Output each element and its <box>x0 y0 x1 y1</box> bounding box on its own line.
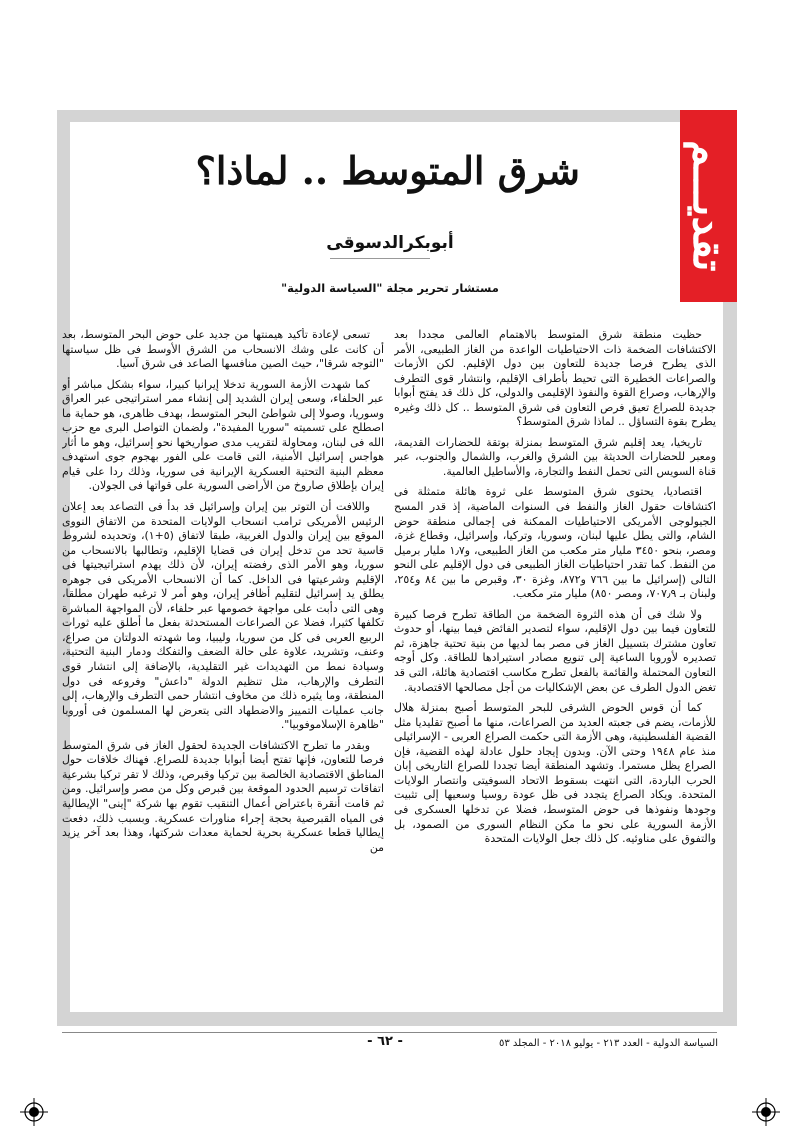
paragraph: واللافت أن التوتر بين إيران وإسرائيل قد بدأ فى التصاعد بعد إعلان الرئيس الأمريكى ترامب انسحاب الولايات المتحدة من الاتفاق النووى الموقع بين إيران والدول الغربية، طبقا لاتفاق (٥+١)، وتحديده لشروط قاسية تحد من تدخل إيران فى قضايا الإقليم، وتطالبها بالانسحاب من سوريا، وهو الأمر الذى رفضته إيران، لأن ذلك يهدم استراتيجيتها فى الإقليم وشرعيتها فى الداخل. كما أن الانسحاب الأمريكى فى جوهره يطلق يد إسرائيل لتقليم أظافر إيران، وهو أمر لا ترغبه طهران مطلقا، وهى التى دأبت على مواجهة خصومها عبر حلفاء، لأن المواجهة المباشرة تكلفها كثيرا، فضلا عن الصراعات المستحدثة بفعل ما أطلق عليه ثورات الربيع العربى فى كل من سوريا، وليبيا، وما شهدته الدولتان من صراع، وعنف، وتشريد، علاوة على حالة الضعف والتفكك ودمار البنية التحتية، وسيادة نمط من التهديدات غير التقليدية، بالإضافة إلى انتشار قوى التطرف والإرهاب، مثل تنظيم الدولة "داعش" وفروعه فى دول المنطقة، وما يثيره ذلك من مخاوف انتشار حمى التطرف والإرهاب، إلى جانب عمليات التمييز والاضطهاد التى يتعرض لها المسلمون فى أوروبا "ظاهرة الإسلاموفوبيا". <box>62 500 384 732</box>
paragraph: اقتصاديا، يحتوى شرق المتوسط على ثروة هائلة متمثلة فى اكتشافات حقول الغاز والنفط فى السنوات الماضية، إذ قدر المسح الجيولوجى الأمريكى الاحتياطيات الممكنة فى إجمالى منطقة حوض الشام، والتى يطل عليها لبنان، وسوريا، وتركيا، وإسرائيل، وقطاع غزة، ومصر، بنحو ٣٤٥٠ مليار متر مكعب من الغاز الطبيعى، و١٫٧ مليار برميل من النفط. كما تقدر احتياطيات الغاز الطبيعى فى دول الإقليم على النحو التالى (إسرائيل ما بين ٧٦٦ و٨٧٢، وغزة ٣٠، وقبرص ما بين ٨٤ و٢٥٤، ولبنان بـ ٧٠٧٫٩، ومصر ٨٥٠) مليار متر مكعب. <box>394 485 716 601</box>
registration-mark-icon <box>752 1098 780 1126</box>
paragraph: تاريخيا، يعد إقليم شرق المتوسط بمنزلة بوتقة للحضارات القديمة، ومعبر للحضارات الحديثة بين الشرق والغرب، والشمال والجنوب، عبر قناة السويس التى تحمل النفط والتجارة، والأساطيل العالمية. <box>394 435 716 478</box>
paragraph: كما شهدت الأزمة السورية تدخلا إيرانيا كبيرا، سواء بشكل مباشر أو عبر الحلفاء، وسعى إيران الشديد إلى إنشاء ممر استراتيجى عبر العراق وسوريا، وصولا إلى شواطئ البحر المتوسط، بهدف ظاهرى، هو حماية ما اصطلح على تسميته "سوريا المفيدة"، ولضمان التواصل البرى مع حزب الله فى لبنان، ومحاولة لتقريب مدى صواريخها نحو إسرائيل، وهو ما أثار هواجس إسرائيل الأمنية، التى قامت على الفور بهجوم جوى استهدف معظم البنية التحتية العسكرية الإيرانية فى سوريا، وذلك ردا على قيام إيران بإطلاق صاروخ من الأراضى السورية على قواتها فى الجولان. <box>62 377 384 493</box>
article-title: شرق المتوسط .. لماذا؟ <box>195 148 580 193</box>
author-name: أبوبكرالدسوقى <box>326 233 454 253</box>
paragraph: وبقدر ما تطرح الاكتشافات الجديدة لحقول الغاز فى شرق المتوسط فرصا للتعاون، فإنها تفتح أيضا أبوابا جديدة للصراع. فهناك خلافات حول المناطق الاقتصادية الخالصة بين تركيا وقبرص، وذلك لا تقر تركيا بشرعية اتفاقات ترسيم الحدود الموقعة بين قبرص وكل من مصر وإسرائيل. ومن ثم قامت أنقرة باعتراض أعمال التنقيب تقوم بها شركة "إينى" الإيطالية فى المياه القبرصية بحجة إجراء مناورات عسكرية. وبسبب ذلك، دفعت إيطاليا قطعا عسكرية بحرية لحماية معدات شركتها، وهذا بعد آخر يزيد من <box>62 738 384 854</box>
paragraph: ولا شك فى أن هذه الثروة الضخمة من الطاقة تطرح فرصا كبيرة للتعاون فيما بين دول الإقليم، سواء لتصدير الفائض فيما بينها، أو حدوث تعاون مشترك بتسييل الغاز فى مصر بما لديها من بنية تحتية جاهزة، ثم تصديره لأوروبا الساعية إلى تنويع مصادر استيرادها للطاقة. وكل أوجه التعاون المحتملة والقائمة بالفعل تطرح مكاسب اقتصادية هائلة، التى قد تغض الدول الطرف عن بعض الإشكاليات من أجل مصالحها الاقتصادية. <box>394 607 716 694</box>
section-tab <box>680 110 737 302</box>
footer-journal-info: السياسة الدولية - العدد ٢١٣ - يوليو ٢٠١٨ - المجلد ٥٣ <box>498 1038 718 1049</box>
section-tab-label: تقديـــم <box>684 140 733 272</box>
text-column-left <box>62 328 384 1002</box>
text-column-right <box>394 328 716 1002</box>
registration-mark-icon <box>20 1098 48 1126</box>
page-number: - ٦٢ - <box>367 1034 403 1049</box>
paragraph: كما أن قوس الحوض الشرقى للبحر المتوسط أصبح بمنزلة هلال للأزمات، يضم فى جعبته العديد من الصراعات، منها ما أصبح تقليديا مثل القضية الفلسطينية، وهى الأزمة التى حكمت الصراع العربى - الإسرائيلى منذ عام ١٩٤٨ وحتى الآن. وبدون إيجاد حلول عادلة لهذه القضية، فإن الصراع يظل مستمرا. وتشهد المنطقة أيضا تجددا للصراع التاريخى إبان الحرب الباردة، التى انتهت بسقوط الاتحاد السوفيتى وانتصار الولايات المتحدة. ويكاد الصراع يتجدد فى ظل عودة روسيا وسعيها إلى تثبيت وجودها ونفوذها فى حوض المتوسط، فضلا عن تدخلها العسكرى فى الأزمة السورية على نحو ما مكن النظام السورى من الصمود، بل والتفوق على مناوئيه. كل ذلك جعل الولايات المتحدة <box>394 701 716 846</box>
author-role: مستشار تحرير مجلة "السياسة الدولية" <box>281 281 499 295</box>
footer-divider <box>62 1032 717 1033</box>
author-divider <box>330 258 430 259</box>
paragraph: تسعى لإعادة تأكيد هيمنتها من جديد على حوض البحر المتوسط، بعد أن كانت على وشك الانسحاب من الشرق الأوسط فى ظل سياستها "التوجه شرقا"، حيث الصين منافسها الصاعد فى شرق آسيا. <box>62 328 384 371</box>
paragraph: حظيت منطقة شرق المتوسط بالاهتمام العالمى مجددا بعد الاكتشافات الضخمة ذات الاحتياطيات الواعدة من الغاز الطبيعى، الأمر الذى يطرح فرصا جديدة للتعاون بين دول الإقليم. لكن الأزمات والصراعات الخطيرة التى تحيط بأطراف الإقليم، وانتشار قوى التطرف والإرهاب، وصراع القوة والنفوذ الإقليمى والدولى، كل ذلك قد يفتح أبوابا جديدة للصراع تعيق فرص التعاون فى شرق المتوسط .. كل ذلك وغيره يطرح بقوة التساؤل .. لماذا شرق المتوسط؟ <box>394 328 716 429</box>
